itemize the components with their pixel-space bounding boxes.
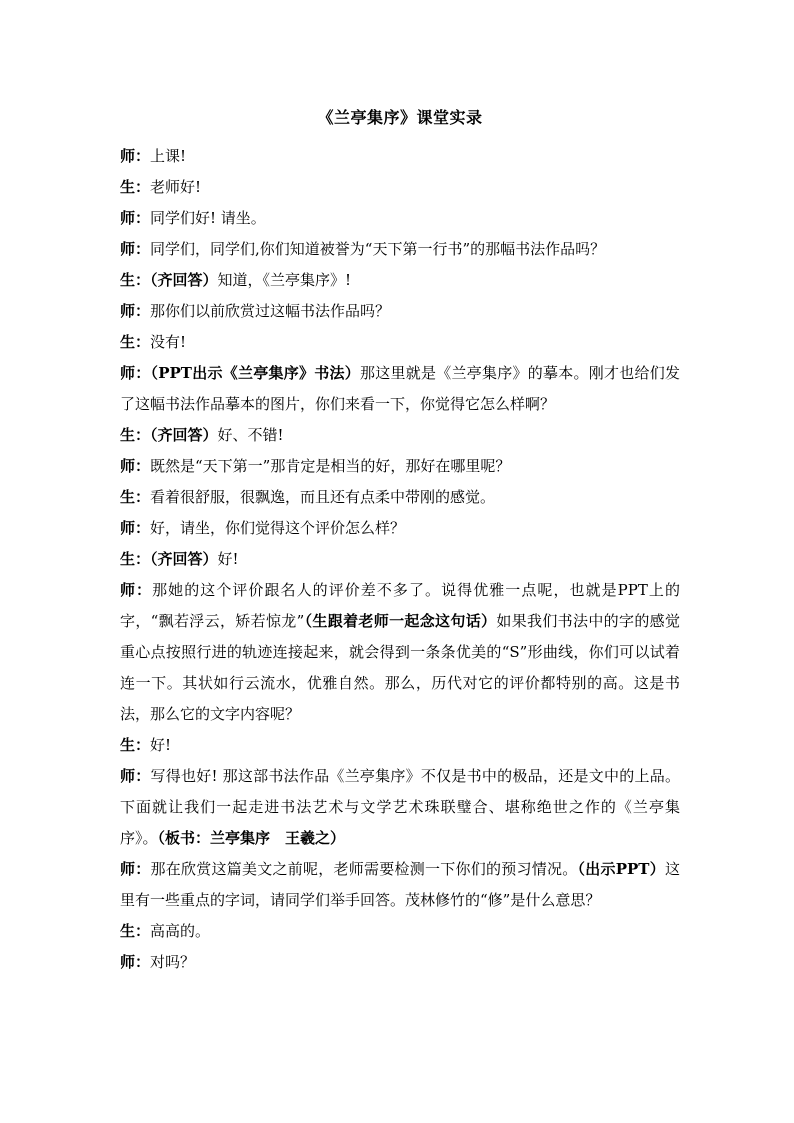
utterance-text: 好! bbox=[217, 550, 239, 568]
speaker-label: 师： bbox=[120, 209, 151, 227]
stage-direction: （齐回答） bbox=[150, 271, 218, 289]
transcript-paragraph bbox=[120, 265, 680, 296]
utterance-text: 对吗？ bbox=[150, 953, 196, 971]
utterance-text: 写得也好! 那这部书法作品《兰亭集序》不仅是书中的极品，还是文中的上品。下面就让我们一起走进书法艺术与文学艺术珠联璧合、堪称绝世之作的《兰亭集序》。 bbox=[120, 767, 680, 847]
transcript-paragraph bbox=[120, 761, 680, 854]
utterance-text: 同学们，同学们,你们知道被誉为“天下第一行书”的那幅书法作品吗？ bbox=[150, 240, 606, 258]
utterance-text: 上课! bbox=[150, 147, 187, 165]
speaker-label: 师： bbox=[120, 457, 151, 475]
utterance-text: 高高的。 bbox=[150, 922, 211, 940]
transcript-paragraph bbox=[120, 141, 680, 172]
utterance-text: 好、不错! bbox=[217, 426, 284, 444]
stage-direction: （齐回答） bbox=[150, 550, 218, 568]
transcript-paragraph bbox=[120, 172, 680, 203]
transcript-body bbox=[120, 141, 680, 978]
utterance-text: 那你们以前欣赏过这幅书法作品吗？ bbox=[150, 302, 391, 320]
transcript-paragraph bbox=[120, 203, 680, 234]
utterance-text: 如果我们书法中的字的感觉重心点按照行进的轨迹连接起来，就会得到一条条优美的“S”形曲线，你们可以试着连一下。其状如行云流水，优雅自然。那么，历代对它的评价都特别的高。这是书法，那么它的文字内容呢？ bbox=[120, 612, 680, 723]
speaker-label: 师： bbox=[120, 581, 153, 599]
transcript-paragraph bbox=[120, 947, 680, 978]
document-title: 《兰亭集序》课堂实录 bbox=[317, 108, 483, 127]
utterance-text: 看着很舒服，很飘逸，而且还有点柔中带刚的感觉。 bbox=[150, 488, 496, 506]
transcript-paragraph bbox=[120, 575, 680, 730]
speaker-label: 生： bbox=[120, 922, 151, 940]
stage-direction: （生跟着老师一起念这句话） bbox=[304, 612, 497, 630]
stage-direction: （齐回答） bbox=[150, 426, 218, 444]
transcript-paragraph bbox=[120, 296, 680, 327]
utterance-text: 老师好! bbox=[150, 178, 202, 196]
speaker-label: 师： bbox=[120, 860, 151, 878]
utterance-text: 同学们好! 请坐。 bbox=[150, 209, 266, 227]
speaker-label: 生： bbox=[120, 736, 151, 754]
speaker-label: 师： bbox=[120, 519, 151, 537]
transcript-paragraph bbox=[120, 544, 680, 575]
speaker-label: 师： bbox=[120, 767, 151, 785]
speaker-label: 生： bbox=[120, 333, 151, 351]
transcript-paragraph bbox=[120, 730, 680, 761]
transcript-paragraph bbox=[120, 451, 680, 482]
speaker-label: 生： bbox=[120, 178, 151, 196]
transcript-paragraph bbox=[120, 327, 680, 358]
transcript-paragraph bbox=[120, 420, 680, 451]
stage-direction: （PPT出示《兰亭集序》书法） bbox=[150, 364, 360, 382]
utterance-text: 这里有一些重点的字词，请同学们举手回答。茂林修竹的“修”是什么意思？ bbox=[120, 860, 680, 909]
speaker-label: 生： bbox=[120, 271, 151, 289]
speaker-label: 师： bbox=[120, 240, 151, 258]
utterance-text: 那这里就是《兰亭集序》的摹本。刚才也给们发了这幅书法作品摹本的图片，你们来看一下，你觉得它怎么样啊？ bbox=[120, 364, 680, 413]
stage-direction: （板书：兰亭集序 王羲之） bbox=[157, 829, 346, 847]
utterance-text: 好，请坐，你们觉得这个评价怎么样？ bbox=[150, 519, 406, 537]
speaker-label: 生： bbox=[120, 426, 151, 444]
transcript-paragraph bbox=[120, 854, 680, 916]
stage-direction: （出示PPT） bbox=[577, 860, 665, 878]
transcript-paragraph bbox=[120, 358, 680, 420]
transcript-paragraph bbox=[120, 513, 680, 544]
transcript-paragraph bbox=[120, 916, 680, 947]
speaker-label: 生： bbox=[120, 550, 151, 568]
transcript-paragraph bbox=[120, 234, 680, 265]
speaker-label: 师： bbox=[120, 364, 151, 382]
transcript-paragraph bbox=[120, 482, 680, 513]
utterance-text: 好! bbox=[150, 736, 172, 754]
speaker-label: 生： bbox=[120, 488, 151, 506]
utterance-text: 那在欣赏这篇美文之前呢，老师需要检测一下你们的预习情况。 bbox=[150, 860, 578, 878]
utterance-text: 没有! bbox=[150, 333, 187, 351]
speaker-label: 师： bbox=[120, 953, 151, 971]
speaker-label: 师： bbox=[120, 147, 151, 165]
utterance-text: 知道，《兰亭集序》! bbox=[217, 271, 352, 289]
speaker-label: 师： bbox=[120, 302, 151, 320]
utterance-text: 那她的这个评价跟名人的评价差不多了。说得优雅一点呢，也就是PPT上的字，“飘若浮云，矫若惊龙” bbox=[120, 581, 680, 630]
utterance-text: 既然是“天下第一”那肯定是相当的好，那好在哪里呢？ bbox=[150, 457, 511, 475]
